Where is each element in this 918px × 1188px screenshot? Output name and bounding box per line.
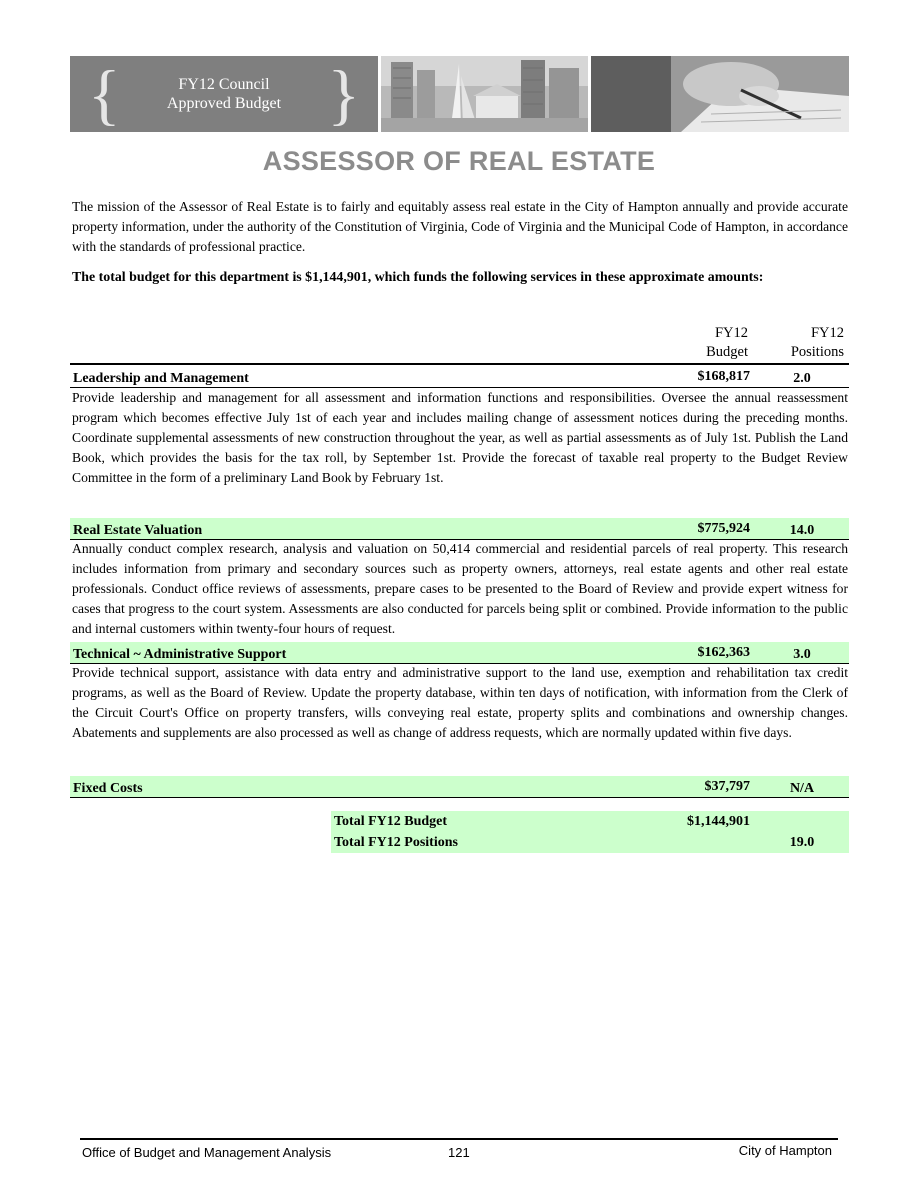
waterfront-photo <box>381 56 588 132</box>
budget-label-text <box>167 75 281 113</box>
service-row-leadership <box>70 366 849 387</box>
service-budget: $168,817 <box>697 369 750 384</box>
service-row-technical-support <box>70 642 849 663</box>
budget-label-box <box>70 56 378 132</box>
positions-header-line-2: Positions <box>790 344 844 360</box>
row-top-rule <box>70 363 849 365</box>
service-description: Annually conduct complex research, analysis and valuation on 50,414 commercial and residential parcels of real property. This research includes information from primary and secondary sources such as property owners, attorneys, real estate agents and other real estate professionals. Conduct office reviews of assessments, prepare cases to be presented to the Board of Review and provide expert witness for cases that progress to the court system. Assessments are also conducted for parcels being split or combined. Provide information to the public and internal customers within twenty-four hours of request. <box>72 541 848 636</box>
service-positions: 2.0 <box>793 371 811 386</box>
total-budget-statement: The total budget for this department is $1,144,901, which funds the following services in these approximate amounts: <box>72 270 764 285</box>
row-bottom-rule <box>70 797 849 798</box>
service-name: Real Estate Valuation <box>73 523 203 538</box>
footer-city: City of Hampton <box>738 1143 832 1158</box>
column-header-positions <box>766 324 844 362</box>
service-description: Provide leadership and management for all assessment and information functions and responsibilities. Oversee the annual reassessment program which becomes effective July 1st of each year and includes mailing change of assessment notices during the preceding months. Coordinate supplemental assessments of new construction throughout the year, as well as partial assessments as of July 1st. Publish the Land Book, which provides the basis for the tax roll, by September 1st. Provide the forecast of taxable real property to the Budget Review Committee in the form of a preliminary Land Book by February 1st. <box>72 390 848 485</box>
total-positions-value: 19.0 <box>789 835 815 850</box>
service-description: Provide technical support, assistance with data entry and administrative support to the land use, exemption and rehabilitation tax credit programs, as well as the Board of Review. Update the property database, within ten days of notification, with information from the Clerk of the Circuit Court's Office on property transfers, wills conveying real estate, property splits and combinations and ownership changes. Abatements and supplements are also processed as well as change of address requests, which are normally updated within five days. <box>72 665 848 740</box>
service-name: Technical ~ Administrative Support <box>73 647 287 662</box>
right-brace: } <box>327 56 360 132</box>
page-number: 121 <box>448 1145 470 1160</box>
total-budget-value: $1,144,901 <box>687 814 750 829</box>
budget-header-line-2: Budget <box>706 344 748 360</box>
mission-statement: The mission of the Assessor of Real Estate is to fairly and equitably assess real estate in the City of Hampton annually and provide accurate property information, under the authority of the Constitution of Virginia, Code of Virginia and the Municipal Code of Hampton, in accordance with the standards of professional practice. <box>72 199 848 254</box>
signing-hand-photo <box>591 56 849 132</box>
service-budget: $162,363 <box>697 645 750 660</box>
header-banner <box>70 56 849 132</box>
service-row-valuation <box>70 518 849 539</box>
banner-line-1: FY12 Council <box>178 76 270 93</box>
footer-rule <box>80 1138 838 1140</box>
positions-header-line-1: FY12 <box>810 325 844 341</box>
budget-header-line-1: FY12 <box>714 325 748 341</box>
service-row-fixed-costs <box>70 776 849 797</box>
total-positions-label: Total FY12 Positions <box>334 835 458 850</box>
service-positions: 14.0 <box>789 523 815 538</box>
service-name: Leadership and Management <box>73 371 249 386</box>
totals-box <box>331 811 849 853</box>
service-positions: 3.0 <box>793 647 811 662</box>
service-budget: $37,797 <box>704 779 750 794</box>
page-title: ASSESSOR OF REAL ESTATE <box>262 146 656 176</box>
left-brace: { <box>88 56 121 132</box>
service-budget: $775,924 <box>697 521 750 536</box>
service-positions: N/A <box>789 781 815 796</box>
total-budget-label: Total FY12 Budget <box>334 814 448 829</box>
footer-office: Office of Budget and Management Analysis <box>82 1145 332 1160</box>
column-header-budget <box>676 324 748 362</box>
service-name: Fixed Costs <box>73 781 143 796</box>
banner-line-2: Approved Budget <box>166 95 282 112</box>
